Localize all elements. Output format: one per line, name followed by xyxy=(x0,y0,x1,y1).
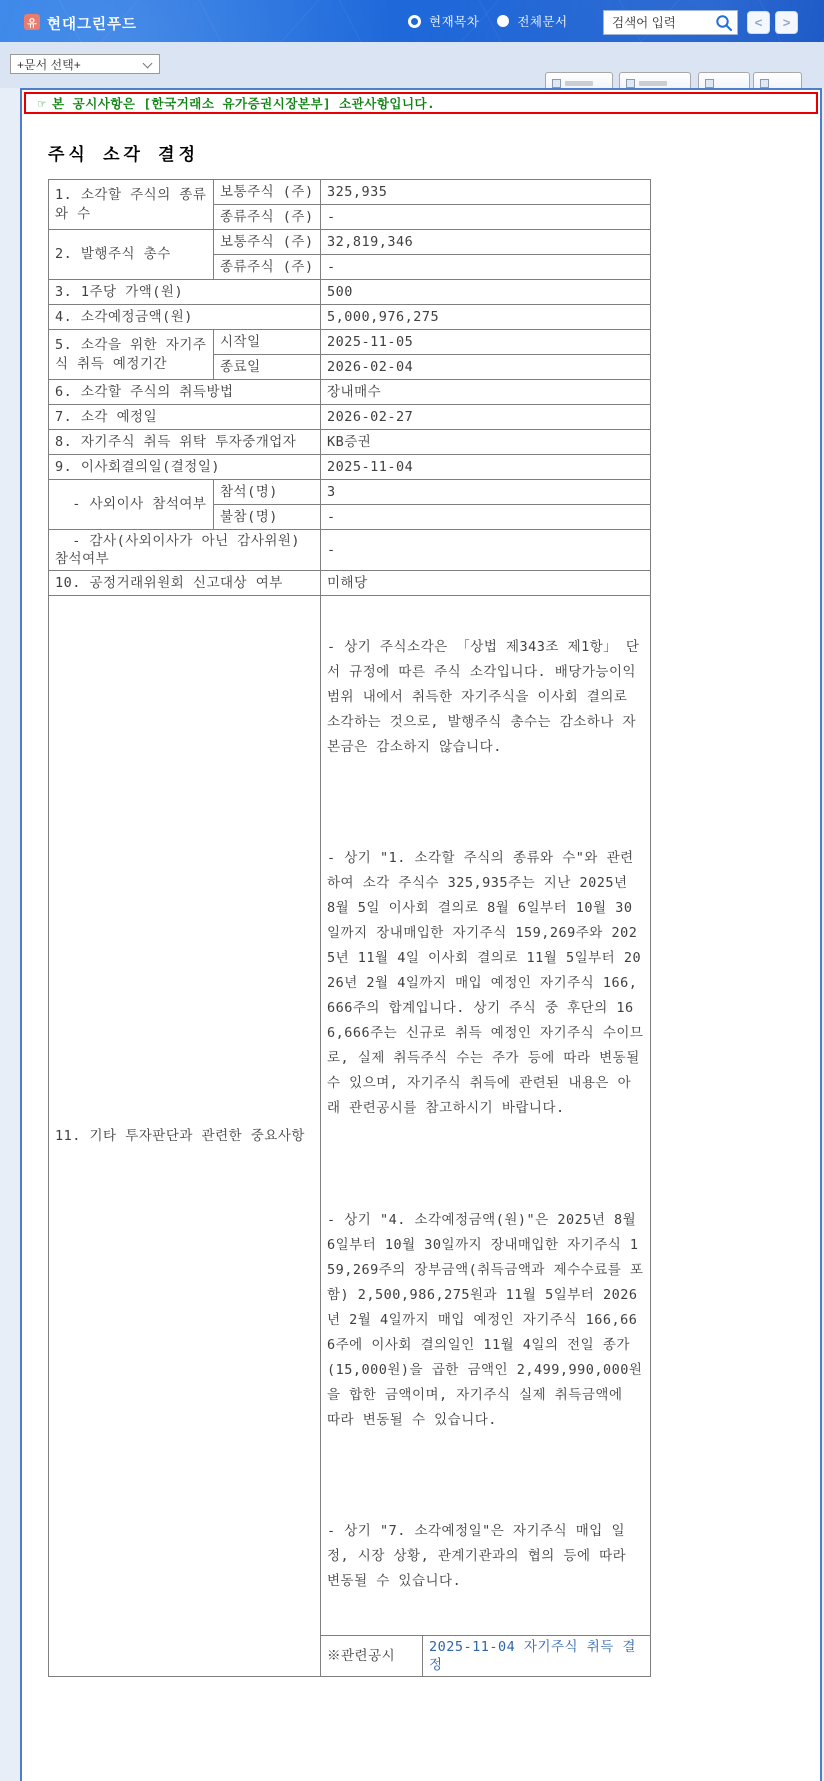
table-row xyxy=(49,230,651,255)
item3-label: 3. 1주당 가액(원) xyxy=(49,280,321,305)
item8-value: KB증권 xyxy=(321,430,651,455)
item5-start-label: 시작일 xyxy=(214,330,321,355)
item11-paragraph-3: - 상기 "4. 소각예정금액(원)"은 2025년 8월 6일부터 10월 30일까지 장내매입한 자기주식 159,269주의 장부금액(취득금액과 제수수료를 포함) 2,500,986,275원과 11월 5일부터 2026년 2월 4일까지 매입 예정인 자기주식 166,666주에 이사회 결의일인 11월 4일의 전일 종가(15,000원)을 곱한 금액인 2,499,990,000원을 합한 금액이며, 자기주식 실제 취득금액에 따라 변동될 수 있습니다. xyxy=(327,1211,645,1428)
table-row xyxy=(49,430,651,455)
item9-absent-value: - xyxy=(321,505,651,530)
document-select-label: +문서 선택+ xyxy=(17,57,81,72)
table-row xyxy=(49,180,651,205)
clipped-toolbar-button-1[interactable] xyxy=(545,72,613,88)
company-name: 현대그린푸드 xyxy=(47,17,138,33)
item11-value xyxy=(321,596,651,1635)
item1-common-value: 325,935 xyxy=(321,180,651,205)
radio-full-document-icon[interactable] xyxy=(497,15,509,27)
table-row xyxy=(49,330,651,355)
item11-label: 11. 기타 투자판단과 관련한 중요사항 xyxy=(49,596,321,1677)
item2-common-value: 32,819,346 xyxy=(321,230,651,255)
item4-value: 5,000,976,275 xyxy=(321,305,651,330)
item2-common-type: 보통주식 (주) xyxy=(214,230,321,255)
document-frame xyxy=(20,88,822,1781)
clipped-button-icon xyxy=(626,79,635,88)
related-disclosure-label: ※관련공시 xyxy=(321,1635,423,1676)
item1-class-type: 종류주식 (주) xyxy=(214,205,321,230)
disclosure-table xyxy=(48,179,651,1677)
chevron-right-icon: > xyxy=(782,15,791,30)
item5-end-value: 2026-02-04 xyxy=(321,355,651,380)
clipped-toolbar-button-2[interactable] xyxy=(619,72,691,88)
sub-toolbar xyxy=(0,42,824,88)
item10-label: 10. 공정거래위원회 신고대상 여부 xyxy=(49,571,321,596)
item9-attend-value: 3 xyxy=(321,480,651,505)
item9-absent-label: 불참(명) xyxy=(214,505,321,530)
chevron-down-icon xyxy=(143,59,153,69)
search-input[interactable] xyxy=(604,11,708,34)
search-icon[interactable] xyxy=(715,14,733,32)
item11-paragraph-4: - 상기 "7. 소각예정일"은 자기주식 매입 일정, 시장 상황, 관계기관과의 협의 등에 따라 변동될 수 있습니다. xyxy=(327,1523,635,1590)
jurisdiction-notice-text: 본 공시사항은 [한국거래소 유가증권시장본부] 소관사항입니다. xyxy=(52,96,436,111)
item1-class-value: - xyxy=(321,205,651,230)
item5-label: 5. 소각을 위한 자기주식 취득 예정기간 xyxy=(49,330,214,380)
item9-value: 2025-11-04 xyxy=(321,455,651,480)
radio-current-toc-label[interactable]: 현재목차 xyxy=(429,15,480,29)
table-row xyxy=(49,305,651,330)
item2-class-value: - xyxy=(321,255,651,280)
item9-auditor-label: - 감사(사외이사가 아닌 감사위원) 참석여부 xyxy=(49,530,321,571)
item11-paragraph-2: - 상기 "1. 소각할 주식의 종류와 수"와 관련하여 소각 주식수 325,935주는 지난 2025년 8월 5일 이사회 결의로 8월 6일부터 10월 30일까지 장내매입한 자기주식 159,269주와 2025년 11월 4일 이사회 결의로 11월 5일부터 2026년 2월 4일까지 매입 예정인 자기주식 166,666주의 합계입니다. 상기 주식 중 후단의 166,666주는 신규로 취득 예정인 자기주식 수이므로, 실제 취득주식 수는 주가 등에 따라 변동될 수 있으며, 자기주식 취득에 관련된 내용은 아래 관련공시를 참고하시기 바랍니다. xyxy=(327,850,649,1117)
item8-label: 8. 자기주식 취득 위탁 투자중개업자 xyxy=(49,430,321,455)
item9-attend-label: 참석(명) xyxy=(214,480,321,505)
radio-current-toc-icon[interactable] xyxy=(408,15,421,28)
item1-label: 1. 소각할 주식의 종류와 수 xyxy=(49,180,214,230)
table-row xyxy=(49,455,651,480)
item7-label: 7. 소각 예정일 xyxy=(49,405,321,430)
top-header-bar xyxy=(0,0,824,42)
item6-value: 장내매수 xyxy=(321,380,651,405)
item7-value: 2026-02-27 xyxy=(321,405,651,430)
item2-label: 2. 발행주식 총수 xyxy=(49,230,214,280)
item5-start-value: 2025-11-05 xyxy=(321,330,651,355)
jurisdiction-notice xyxy=(24,92,818,114)
clipped-toolbar-button-3[interactable] xyxy=(698,72,750,88)
item1-common-type: 보통주식 (주) xyxy=(214,180,321,205)
pointer-hand-icon: ☞ xyxy=(38,95,47,111)
item9-label: 9. 이사회결의일(결정일) xyxy=(49,455,321,480)
chevron-left-icon: < xyxy=(754,15,763,30)
prev-result-button[interactable] xyxy=(747,11,770,34)
clipped-button-icon xyxy=(705,79,714,88)
page-title: 주식 소각 결정 xyxy=(48,145,200,165)
radio-full-document-label[interactable]: 전체문서 xyxy=(517,15,568,29)
item4-label: 4. 소각예정금액(원) xyxy=(49,305,321,330)
item9-auditor-value: - xyxy=(321,530,651,571)
clipped-button-icon xyxy=(760,79,769,88)
item11-paragraph-1: - 상기 주식소각은 「상법 제343조 제1항」 단서 규정에 따른 주식 소각입니다. 배당가능이익 범위 내에서 취득한 자기주식을 이사회 결의로 소각하는 것으로, 발행주식 총수는 감소하나 자본금은 감소하지 않습니다. xyxy=(327,638,645,755)
table-row xyxy=(49,571,651,596)
item6-label: 6. 소각할 주식의 취득방법 xyxy=(49,380,321,405)
item5-end-label: 종료일 xyxy=(214,355,321,380)
market-type-badge: 유 xyxy=(24,14,40,30)
table-row xyxy=(49,596,651,1635)
next-result-button[interactable] xyxy=(775,11,798,34)
item2-class-type: 종류주식 (주) xyxy=(214,255,321,280)
clipped-button-icon xyxy=(552,79,561,88)
item10-value: 미해당 xyxy=(321,571,651,596)
item3-value: 500 xyxy=(321,280,651,305)
table-row xyxy=(49,280,651,305)
clipped-toolbar-button-4[interactable] xyxy=(753,72,802,88)
scope-radio-group xyxy=(408,0,578,42)
table-row xyxy=(49,480,651,505)
search-box xyxy=(603,10,738,35)
document-select[interactable] xyxy=(10,54,160,74)
table-row xyxy=(49,380,651,405)
table-row xyxy=(49,530,651,571)
table-row xyxy=(49,405,651,430)
related-disclosure-link[interactable]: 2025-11-04 자기주식 취득 결정 xyxy=(423,1635,651,1676)
item9-outside-directors-label: - 사외이사 참석여부 xyxy=(49,480,214,530)
